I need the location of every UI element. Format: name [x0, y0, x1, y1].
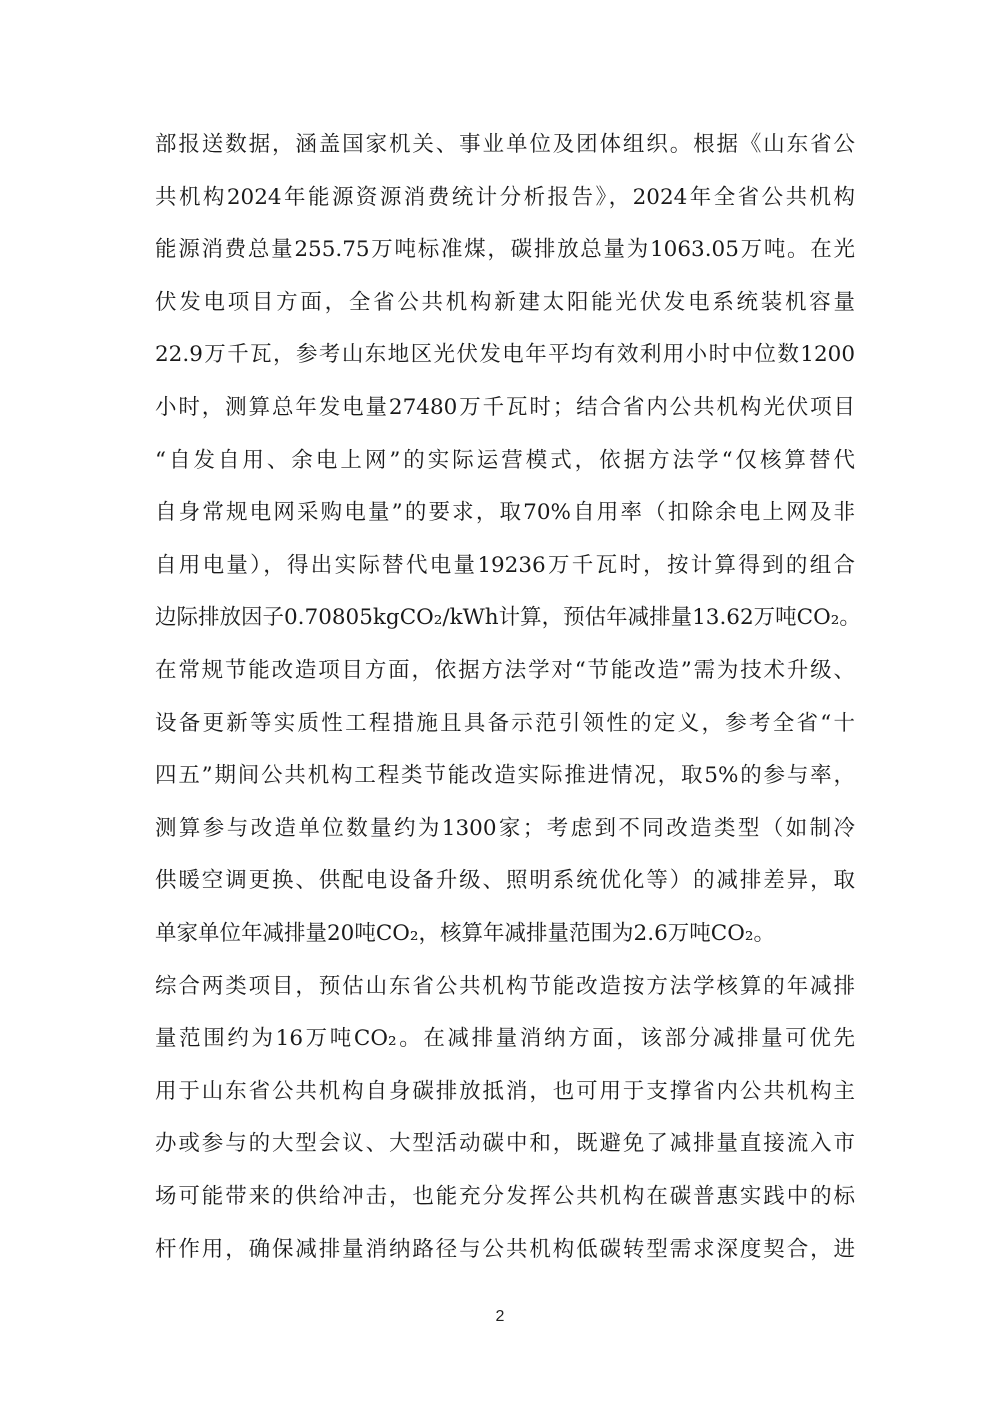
text-line: 供暖空调更换、供配电设备升级、照明系统优化等）的减排差异，取 — [155, 868, 855, 893]
text-line: 伏发电项目方面，全省公共机构新建太阳能光伏发电系统装机容量 — [155, 290, 855, 315]
text-line: 单家单位年减排量20吨CO₂，核算年减排量范围为2.6万吨CO₂。 — [155, 921, 775, 946]
text-line: 用于山东省公共机构自身碳排放抵消，也可用于支撑省内公共机构主 — [155, 1079, 855, 1104]
text-line: 在常规节能改造项目方面，依据方法学对“节能改造”需为技术升级、 — [155, 658, 855, 683]
page-number: 2 — [495, 1308, 505, 1325]
text-line: 边际排放因子0.70805kgCO₂/kWh计算，预估年减排量13.62万吨CO₂。 — [155, 605, 861, 630]
text-line: 测算参与改造单位数量约为1300家；考虑到不同改造类型（如制冷 — [155, 816, 855, 841]
text-line: 量范围约为16万吨CO₂。在减排量消纳方面，该部分减排量可优先 — [155, 1026, 855, 1051]
text-line: 自用电量），得出实际替代电量19236万千瓦时，按计算得到的组合 — [155, 553, 855, 578]
text-line: 自身常规电网采购电量”的要求，取70%自用率（扣除余电上网及非 — [155, 500, 855, 525]
text-line: 综合两类项目，预估山东省公共机构节能改造按方法学核算的年减排 — [155, 974, 855, 999]
text-line: 22.9万千瓦，参考山东地区光伏发电年平均有效利用小时中位数1200 — [155, 342, 855, 367]
text-line: 设备更新等实质性工程措施且具备示范引领性的定义，参考全省“十 — [155, 711, 855, 736]
text-line: “自发自用、余电上网”的实际运营模式，依据方法学“仅核算替代 — [155, 448, 855, 473]
text-line: 办或参与的大型会议、大型活动碳中和，既避免了减排量直接流入市 — [155, 1131, 855, 1156]
text-line: 四五”期间公共机构工程类节能改造实际推进情况，取5%的参与率， — [155, 763, 855, 788]
text-line: 场可能带来的供给冲击，也能充分发挥公共机构在碳普惠实践中的标 — [155, 1184, 855, 1209]
text-line: 能源消费总量255.75万吨标准煤，碳排放总量为1063.05万吨。在光 — [155, 237, 855, 262]
text-line: 小时，测算总年发电量27480万千瓦时；结合省内公共机构光伏项目 — [155, 395, 855, 420]
text-line: 部报送数据，涵盖国家机关、事业单位及团体组织。根据《山东省公 — [155, 132, 855, 157]
text-line: 共机构2024年能源资源消费统计分析报告》，2024年全省公共机构 — [155, 185, 855, 210]
text-line: 杆作用，确保减排量消纳路径与公共机构低碳转型需求深度契合，进 — [155, 1237, 855, 1262]
